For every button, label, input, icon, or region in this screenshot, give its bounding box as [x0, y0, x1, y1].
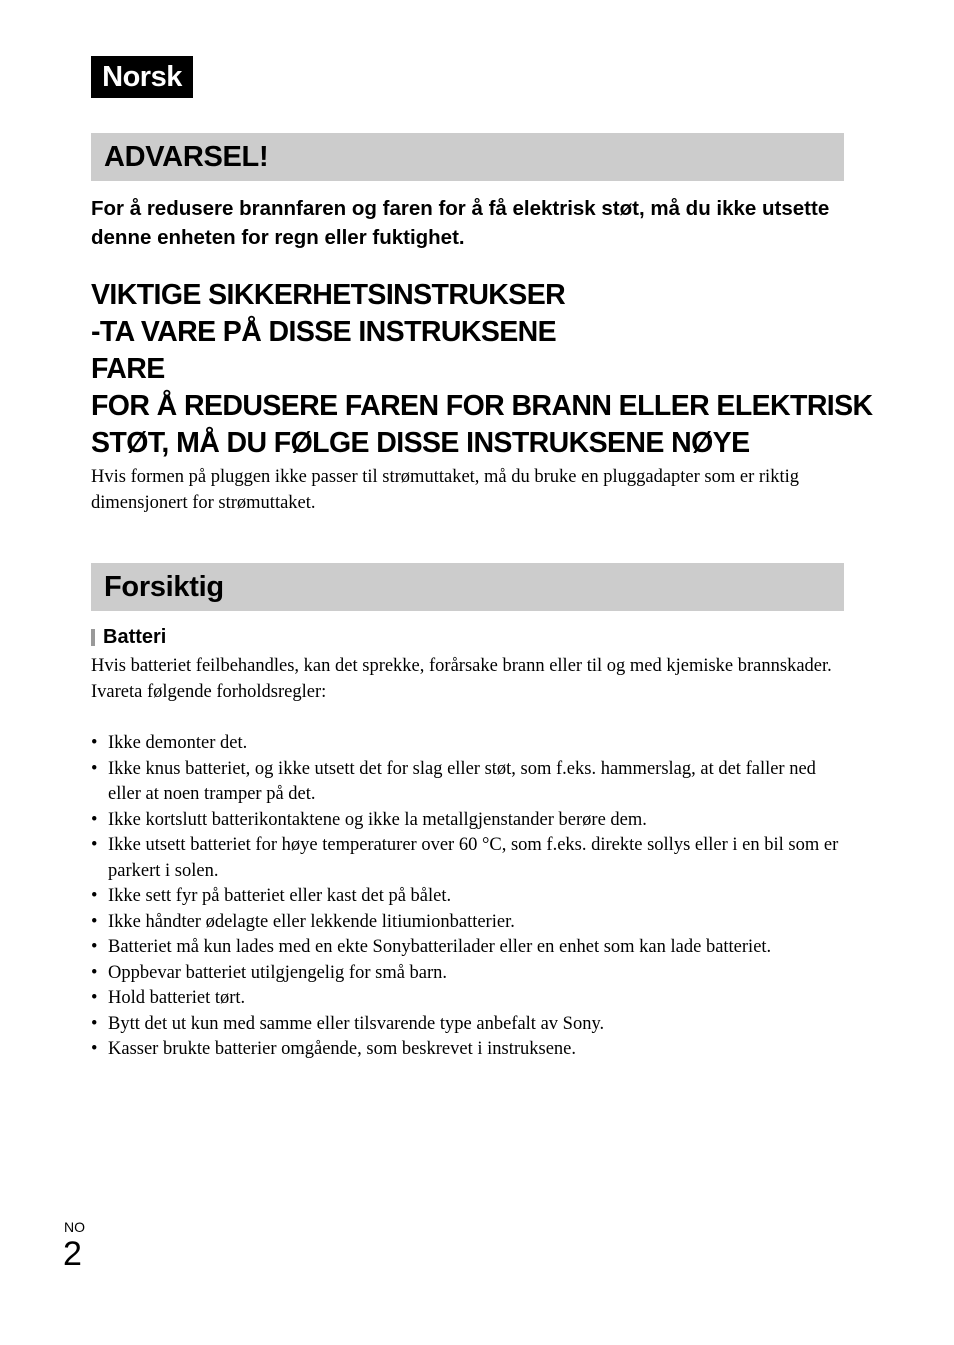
list-item-text: Batteriet må kun lades med en ekte Sonybatterilader eller en enhet som kan lade batteriet. [108, 937, 772, 957]
caution-section-header: Forsiktig [91, 563, 844, 611]
list-item [91, 910, 851, 936]
safety-instructions-heading [91, 277, 871, 462]
list-item [91, 731, 851, 757]
list-item [91, 935, 851, 961]
battery-intro-paragraph: Hvis batteriet feilbehandles, kan det sprekke, forårsake brann eller til og med kjemiske brannskader. Ivareta følgende forholdsregler: [91, 656, 832, 702]
list-item-text: Ikke demonter det. [108, 733, 248, 753]
warning-text: For å redusere brannfaren og faren for å få elektrisk støt, må du ikke utsette denne enheten for regn eller fuktighet. [91, 197, 830, 249]
safety-heading-line: FOR Å REDUSERE FAREN FOR BRANN ELLER ELEKTRISK [91, 390, 873, 422]
safety-heading-line: FARE [91, 353, 165, 385]
safety-heading-line: VIKTIGE SIKKERHETSINSTRUKSER [91, 279, 566, 311]
bullet-icon: • [91, 809, 98, 830]
list-item [91, 1037, 851, 1063]
bullet-icon: • [91, 937, 98, 957]
list-item [91, 833, 851, 884]
list-item [91, 757, 851, 808]
bullet-icon: • [91, 758, 98, 779]
list-item-text: Ikke sett fyr på batteriet eller kast det på bålet. [108, 886, 452, 906]
battery-subheading-label: Batteri [103, 626, 167, 648]
list-item-text: Bytt det ut kun med samme eller tilsvarende type anbefalt av Sony. [108, 1013, 605, 1034]
battery-precautions-list [91, 731, 851, 1063]
list-item [91, 808, 851, 834]
plug-adapter-paragraph: Hvis formen på pluggen ikke passer til strømuttaket, må du bruke en pluggadapter som er riktig dimensjonert for strømuttaket. [91, 467, 799, 513]
bullet-icon: • [91, 962, 98, 983]
subheading-marker-icon [91, 629, 95, 646]
list-item-text: Ikke kortslutt batterikontaktene og ikke la metallgjenstander berøre dem. [108, 809, 647, 830]
bullet-icon: • [91, 1039, 98, 1059]
bullet-icon: • [91, 911, 98, 932]
page-number: 2 [63, 1235, 82, 1273]
bullet-icon: • [91, 988, 98, 1008]
list-item-text: Ikke utsett batteriet for høye temperaturer over 60 °C, som f.eks. direkte sollys eller i en bil som er parkert i solen. [108, 835, 839, 881]
bullet-icon: • [91, 886, 98, 906]
list-item [91, 884, 851, 910]
bullet-icon: • [91, 835, 98, 855]
list-item-text: Oppbevar batteriet utilgjengelig for små barn. [108, 962, 448, 983]
bullet-icon: • [91, 1013, 98, 1034]
safety-heading-line: STØT, MÅ DU FØLGE DISSE INSTRUKSENE NØYE [91, 427, 750, 459]
bullet-icon: • [91, 733, 98, 753]
list-item [91, 961, 851, 987]
safety-heading-line: -TA VARE PÅ DISSE INSTRUKSENE [91, 316, 557, 348]
list-item-text: Ikke håndter ødelagte eller lekkende litiumionbatterier. [108, 911, 515, 932]
list-item-text: Kasser brukte batterier omgående, som beskrevet i instruksene. [108, 1039, 577, 1059]
list-item-text: Hold batteriet tørt. [108, 988, 246, 1008]
warning-section-header: ADVARSEL! [91, 133, 844, 181]
list-item-text: Ikke knus batteriet, og ikke utsett det for slag eller støt, som f.eks. hammerslag, at det faller ned eller at noen tramper på det. [108, 758, 816, 804]
battery-subheading [91, 624, 166, 650]
language-tab: Norsk [91, 56, 193, 98]
list-item [91, 986, 851, 1012]
list-item [91, 1012, 851, 1038]
language-code-label: NO [64, 1219, 85, 1235]
